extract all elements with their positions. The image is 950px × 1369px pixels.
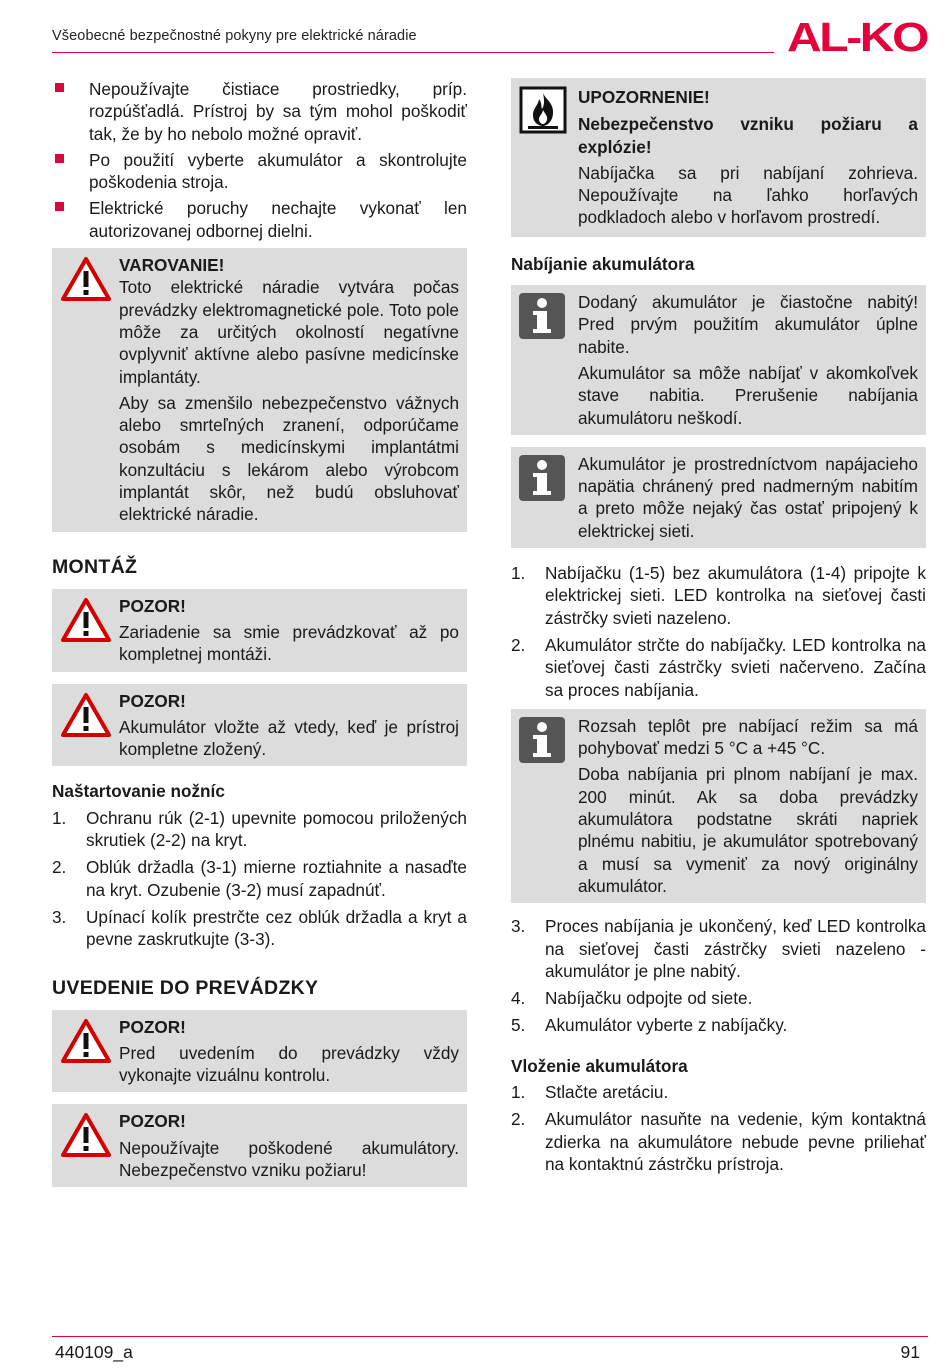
list-item: 2. Akumulátor nasuňte na vedenie, kým kontaktná zdierka na akumulátore nebude pevne priliehať na kontaktnú zástrčku prístroja. xyxy=(511,1109,926,1174)
info-text-2: Akumulátor sa môže nabíjať v akomkoľvek stave nabitia. Prerušenie nabíjania akumulátoru neškodí. xyxy=(578,362,918,428)
caution-text: Nepoužívajte poškodené akumulátory. Nebezpečenstvo vzniku požiaru! xyxy=(119,1137,459,1180)
caution-box-battery-insert xyxy=(52,684,467,767)
list-item: 4. Nabíjačku odpojte od siete. xyxy=(511,988,753,1009)
section-heading-montaz: MONTÁŽ xyxy=(52,555,138,578)
charging-steps-a xyxy=(511,562,926,701)
list-item: 1. Ochranu rúk (2-1) upevnite pomocou priložených skrutiek (2-2) na kryt. xyxy=(52,807,467,851)
header-title: Všeobecné bezpečnostné pokyny pre elektrické náradie xyxy=(52,28,417,44)
info-text-2: Doba nabíjania pri plnom nabíjaní je max. 200 minút. Ak sa doba prevádzky akumulátora podstatne skráti napriek plnému nabitiu, je akumulátor spotrebovaný a musí sa vymeniť za nový originálny akumulátor. xyxy=(578,764,918,896)
fire-box-subtitle: Nebezpečenstvo vzniku požiaru a explózie! xyxy=(578,114,918,157)
info-box-partial-charge xyxy=(511,285,926,435)
info-text-1: Rozsah teplôt pre nabíjací režim sa má pohybovať medzi 5 °C a +45 °C. xyxy=(578,715,918,759)
fire-box-title: UPOZORNENIE! xyxy=(578,87,710,107)
list-item: Po použití vyberte akumulátor a skontrolujte poškodenia stroja. xyxy=(52,149,467,194)
info-box-overcharge xyxy=(511,447,926,548)
fire-box-text: Nabíjačka sa pri nabíjaní zohrieva. Nepoužívajte na ľahko horľavých podkladoch alebo v horľavom prostredí. xyxy=(578,162,918,228)
caution-text: Pred uvedením do prevádzky vždy vykonajte vizuálnu kontrolu. xyxy=(119,1042,459,1086)
subheading-start: Naštartovanie nožníc xyxy=(52,781,225,802)
caution-box-damaged-battery xyxy=(52,1104,467,1187)
caution-title: POZOR! xyxy=(119,1016,186,1037)
info-icon xyxy=(519,717,565,763)
bullet-square-icon xyxy=(55,202,64,211)
charging-steps-b xyxy=(511,915,926,1036)
list-item: Elektrické poruchy nechajte vykonať len autorizovanej odbornej dielni. xyxy=(52,197,467,242)
bullet-square-icon xyxy=(55,83,64,92)
list-item: 2. Oblúk držadla (3-1) mierne roztiahnite a nasaďte na kryt. Ozubenie (3-2) musí zapadnúť. xyxy=(52,857,467,900)
document-id: 440109_a xyxy=(55,1342,133,1362)
assembly-steps xyxy=(52,807,467,951)
warning-triangle-icon xyxy=(60,597,112,643)
warning-text-2: Aby sa zmenšilo nebezpečenstvo vážnych alebo smrteľných zranení, odporúčame osobám s medicínskymi implantátmi konzultáciu s lekárom alebo výrobcom implantát skôr, než budú obsluhovať elektrické náradie. xyxy=(119,392,459,525)
list-item: 1. Nabíjačku (1-5) bez akumulátora (1-4) pripojte k elektrickej sieti. LED kontrolka na sieťovej časti zástrčky svieti nazeleno. xyxy=(511,563,926,628)
warning-box-emf xyxy=(52,248,467,532)
flame-icon xyxy=(519,86,567,134)
bullet-square-icon xyxy=(55,154,64,163)
list-item: 2. Akumulátor strčte do nabíjačky. LED kontrolka na sieťovej časti zástrčky svieti načerveno. Začína sa proces nabíjania. xyxy=(511,634,926,700)
caution-title: POZOR! xyxy=(119,690,186,711)
left-column xyxy=(52,78,467,1199)
subheading-charging: Nabíjanie akumulátora xyxy=(511,253,695,274)
care-bullet-list xyxy=(52,78,467,242)
list-item: Nepoužívajte čistiace prostriedky, príp. rozpúšťadlá. Prístroj by sa tým mohol poškodiť tak, že by ho nebolo možné opraviť. xyxy=(52,78,467,145)
header-rule xyxy=(52,52,774,53)
fire-hazard-box xyxy=(511,78,926,237)
footer-rule xyxy=(52,1336,928,1337)
list-item: 1. Stlačte aretáciu. xyxy=(511,1081,669,1102)
info-text-1: Dodaný akumulátor je čiastočne nabitý! Pred prvým použitím akumulátor úplne nabite. xyxy=(578,292,918,357)
caution-title: POZOR! xyxy=(119,1111,186,1132)
list-item: 3. Proces nabíjania je ukončený, keď LED kontrolka na sieťovej časti zástrčky svieti nazeleno - akumulátor je plne nabitý. xyxy=(511,916,926,981)
right-column xyxy=(511,78,926,1180)
caution-box-visual-check xyxy=(52,1010,467,1093)
warning-text-1: Toto elektrické náradie vytvára počas prevádzky elektromagnetické pole. Toto pole môže za určitých okolností negatívne ovplyvniť aktívne alebo pasívne medicínske implantáty. xyxy=(119,277,459,387)
insert-steps xyxy=(511,1081,926,1175)
al-ko-logo xyxy=(787,16,929,56)
info-text-1: Akumulátor je prostredníctvom napájacieho napätia chránený pred nadmerným nabitím a preto môže nejaký čas ostať pripojený k elektrickej sieti. xyxy=(578,453,918,541)
info-icon xyxy=(519,293,565,339)
warning-triangle-icon xyxy=(60,256,112,302)
svg-text:AL-KO: AL-KO xyxy=(787,16,929,56)
subheading-insert-battery: Vloženie akumulátora xyxy=(511,1055,688,1076)
info-box-temperature xyxy=(511,709,926,903)
caution-title: POZOR! xyxy=(119,595,186,616)
caution-text: Zariadenie sa smie prevádzkovať až po kompletnej montáži. xyxy=(119,621,459,665)
page-number: 91 xyxy=(900,1342,920,1362)
caution-box-assembly xyxy=(52,589,467,672)
warning-triangle-icon xyxy=(60,1018,112,1064)
list-item: 5. Akumulátor vyberte z nabíjačky. xyxy=(511,1015,788,1036)
info-icon xyxy=(519,455,565,501)
warning-title: VAROVANIE! xyxy=(119,255,225,276)
warning-triangle-icon xyxy=(60,1112,112,1158)
caution-text: Akumulátor vložte až vtedy, keď je prístroj kompletne zložený. xyxy=(119,716,459,760)
section-heading-uvedenie: UVEDENIE DO PREVÁDZKY xyxy=(52,976,319,999)
warning-triangle-icon xyxy=(60,692,112,738)
list-item: 3. Upínací kolík prestrčte cez oblúk držadla a kryt a pevne zaskrutkujte (3-3). xyxy=(52,906,467,950)
